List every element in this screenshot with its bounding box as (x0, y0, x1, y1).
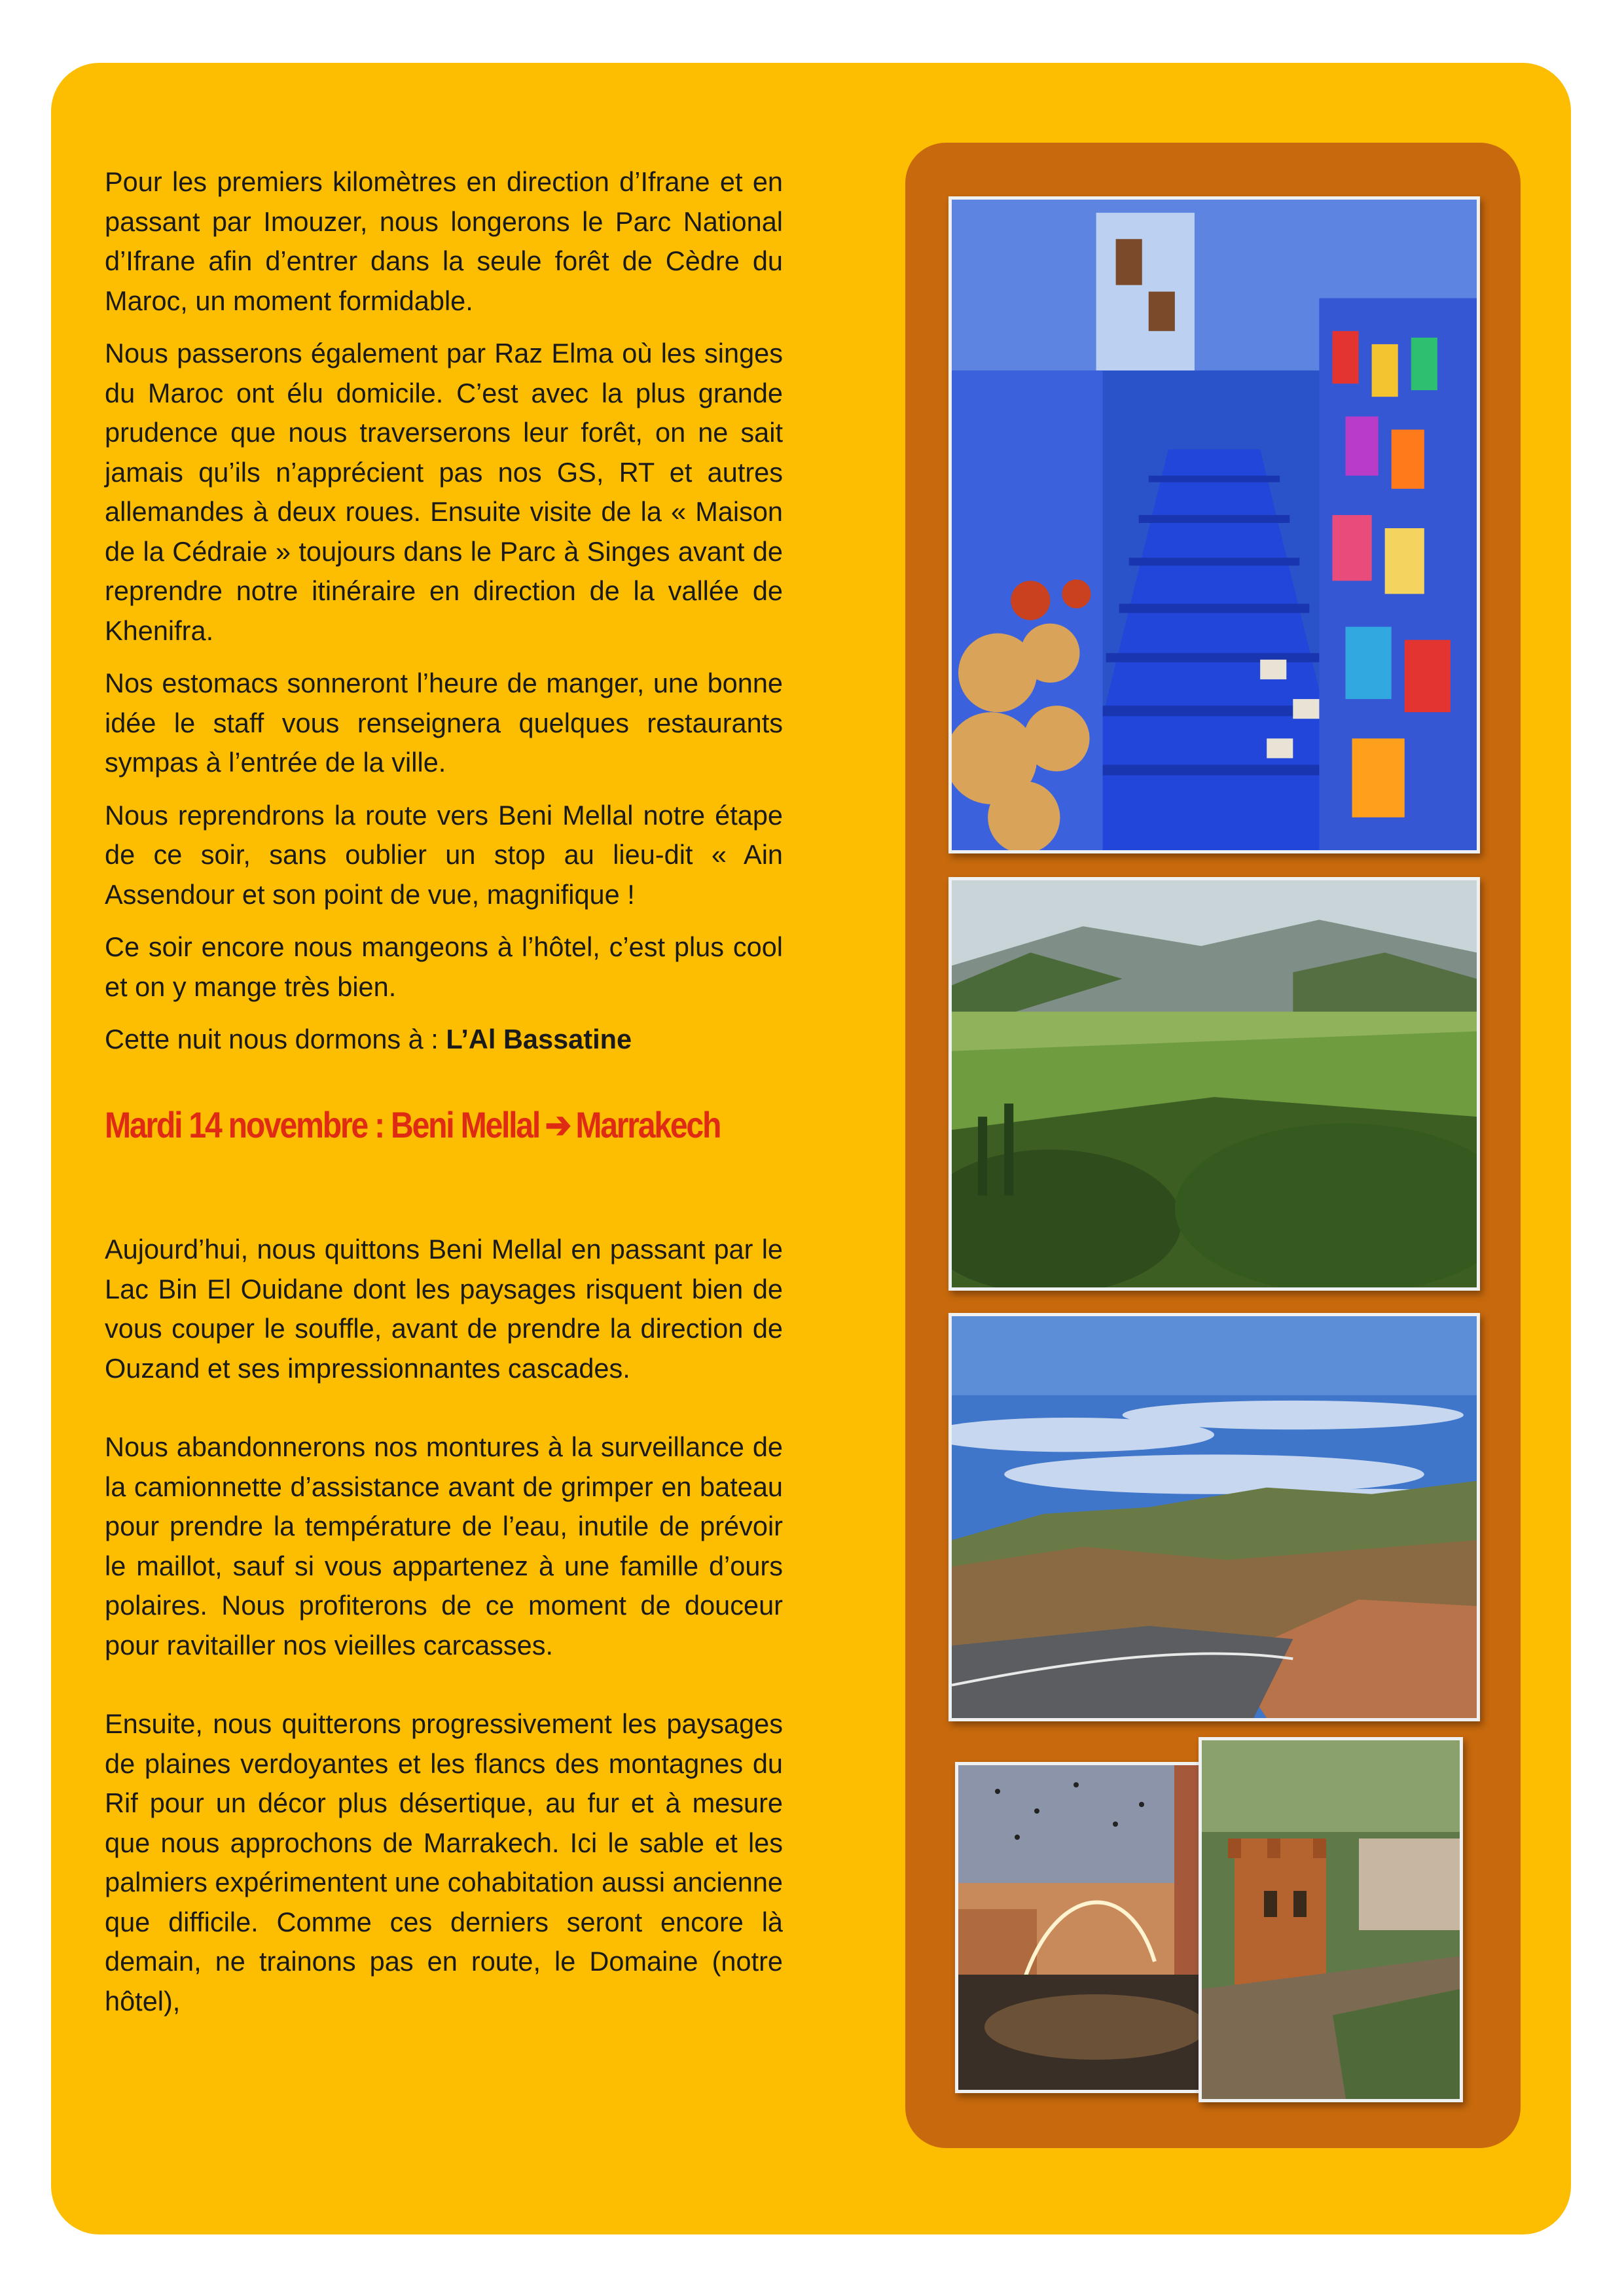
photo-frame (905, 143, 1521, 2148)
hotel-name: L’Al Bassatine (446, 1024, 632, 1054)
paragraph-bin-el-ouidane: Aujourd’hui, nous quittons Beni Mellal en passant par le Lac Bin El Ouidane dont les paysages risquent bien de vous couper le souffle, avant de prendre la direction de Ouzand et ses impressionnantes cascades. (105, 1234, 783, 1384)
photo-kasbah (1199, 1737, 1463, 2102)
paragraph-ifrane: Pour les premiers kilomètres en direction d’Ifrane et en passant par Imouzer, nous longerons le Parc National d’Ifrane afin d’entrer dans la seule forêt de Cèdre du Maroc, un moment formidable. (105, 166, 783, 316)
photo-blue-stairway (948, 196, 1480, 853)
paragraph-boat: Nous abandonnerons nos montures à la surveillance de la camionnette d’assistance avant de grimper en bateau pour prendre la température de l’eau, inutile de prévoir le maillot, sauf si vous appartenez à une famille d’ours polaires. Nous profiterons de ce moment de douceur pour ravitailler nos vieilles carcasses. (105, 1431, 783, 1660)
photo-fountain (955, 1762, 1217, 2093)
paragraph-beni-mellal: Nous reprendrons la route vers Beni Mellal notre étape de ce soir, sans oublier un stop au lieu-dit « Ain Assendour et son point de vue, magnifique ! (105, 799, 783, 910)
paragraph-dinner: Ce soir encore nous mangeons à l’hôtel, c’est plus cool et on y mange très bien. (105, 931, 783, 1002)
photo-green-valley (948, 877, 1480, 1291)
arrow-right-icon: ➔ (545, 1103, 570, 1145)
heading-destination: Marrakech (575, 1103, 721, 1145)
photo-mountain-road (948, 1313, 1480, 1721)
paragraph-raz-elma: Nous passerons également par Raz Elma où les singes du Maroc ont élu domicile. C’est avec la plus grande prudence que nous traverserons leur forêt, on ne sait jamais qu’ils n’apprécient pas nos GS, RT et autres allemandes à deux roues. Ensuite visite de la « Maison de la Cédraie » toujours dans le Parc à Singes avant de reprendre notre itinéraire en direction de la vallée de Khenifra. (105, 338, 783, 646)
day-heading (105, 1103, 721, 1145)
night-line (105, 1020, 783, 1060)
heading-date-from: Mardi 14 novembre : Beni Mellal (105, 1103, 540, 1145)
night-prefix: Cette nuit nous dormons à : (105, 1024, 446, 1054)
article-text (105, 162, 783, 2034)
paragraph-marrakech: Ensuite, nous quitterons progressivement les paysages de plaines verdoyantes et les flancs des montagnes du Rif pour un décor plus désertique, au fur et à mesure que nous approchons de Marrakech. Ici le sable et les palmiers expérimentent une cohabitation aussi ancienne que difficile. Comme ces derniers seront encore là demain, ne trainons pas en route, le Domaine (notre hôtel), (105, 1708, 783, 2017)
paragraph-lunch: Nos estomacs sonneront l’heure de manger, une bonne idée le staff vous renseignera quelques restaurants sympas à l’entrée de la ville. (105, 668, 783, 778)
